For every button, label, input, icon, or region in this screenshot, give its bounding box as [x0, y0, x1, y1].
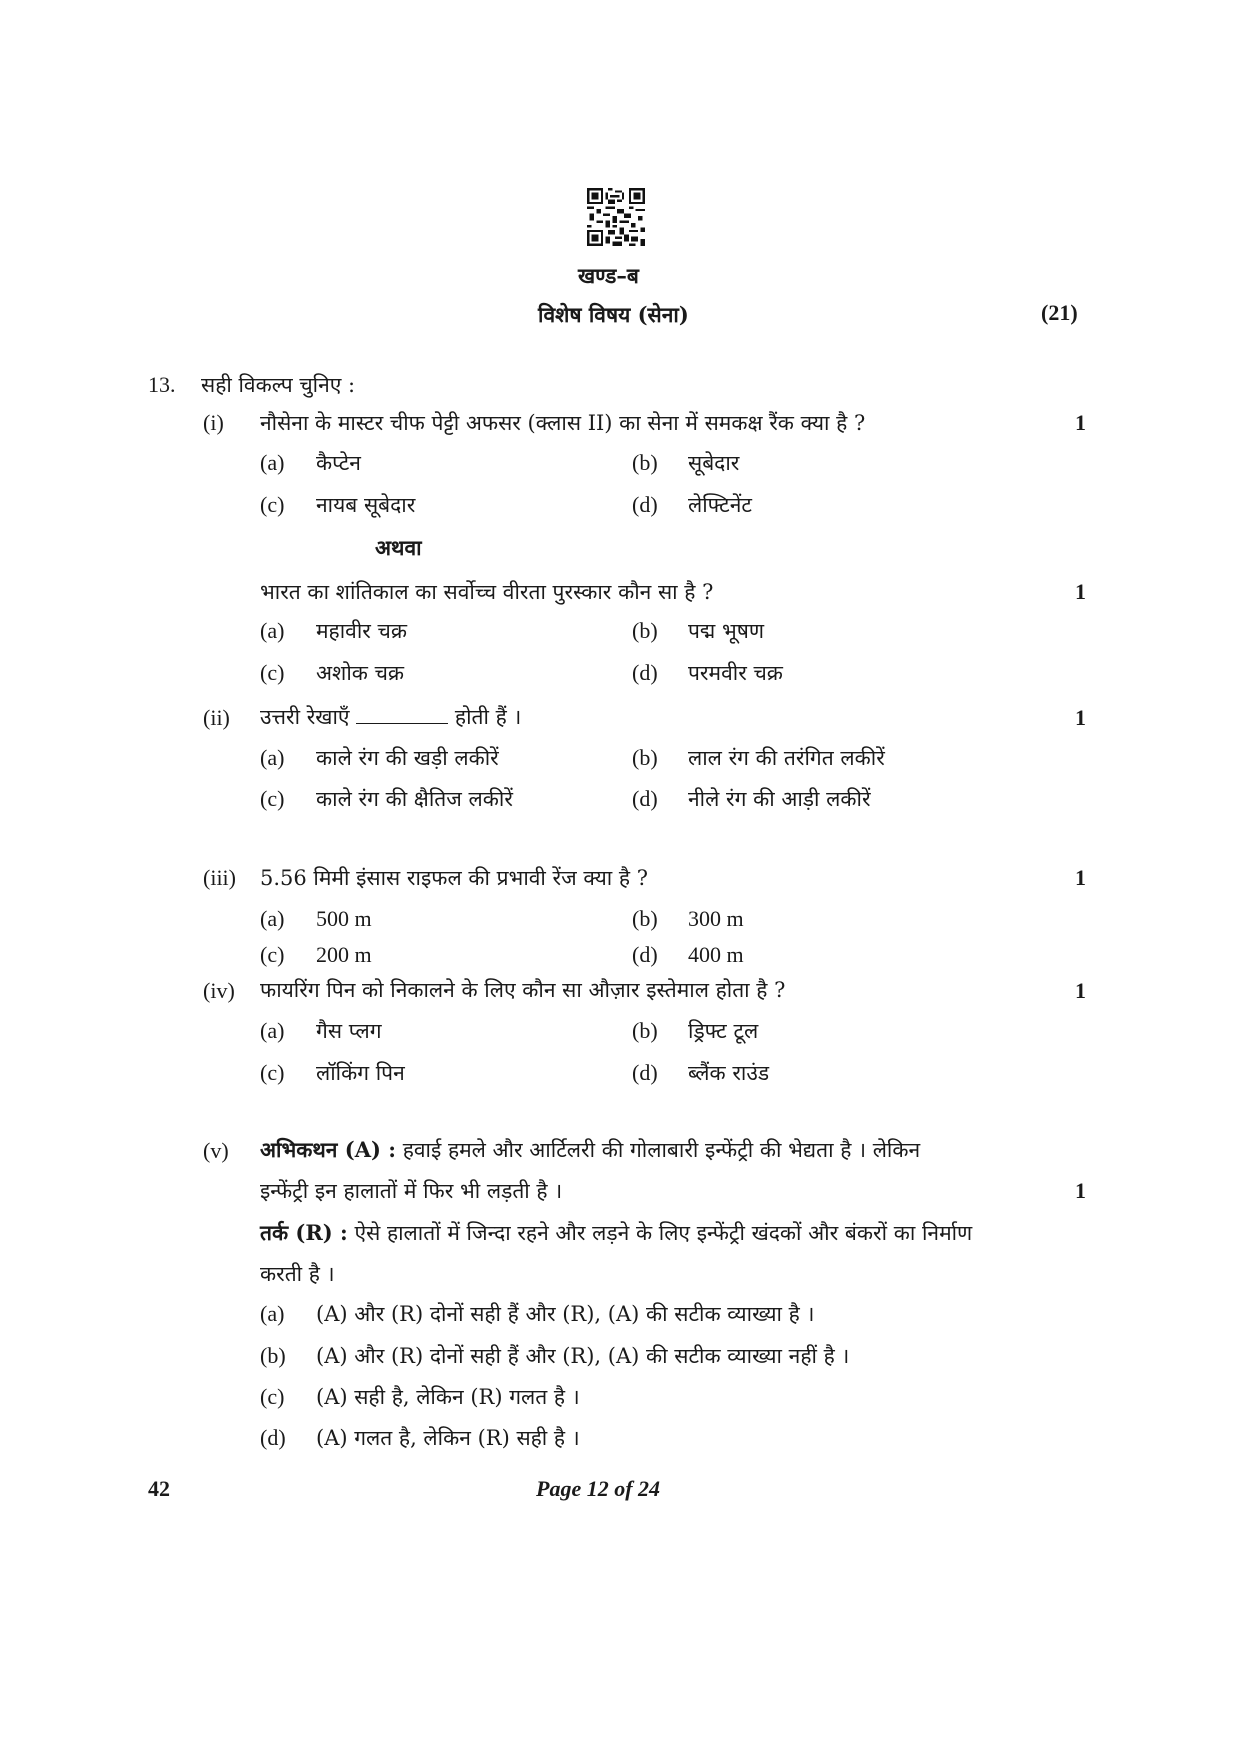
- reason-text: ऐसे हालातों में जिन्दा रहने और लड़ने के लिए इन्फेंट्री खंदकों और बंकरों का निर्माण: [354, 1221, 973, 1245]
- option-text: लाल रंग की तरंगित लकीरें: [688, 746, 885, 770]
- subq-label: (ii): [203, 705, 230, 730]
- option-key: (a): [260, 618, 285, 643]
- option-text: महावीर चक्र: [316, 619, 407, 643]
- option-key: (d): [632, 492, 658, 517]
- subject-title: विशेष विषय (सेना): [538, 302, 689, 327]
- option-text: गैस प्लग: [316, 1019, 382, 1043]
- subject-code: (21): [1041, 300, 1078, 325]
- option-text: पद्म भूषण: [688, 619, 765, 643]
- option-key: (b): [632, 745, 658, 770]
- page-number: Page 12 of 24: [536, 1476, 661, 1501]
- option-key: (b): [632, 906, 658, 931]
- option-key: (d): [632, 942, 658, 967]
- assertion-line: [260, 1136, 920, 1164]
- option-key: (c): [260, 1060, 285, 1085]
- option-text: ब्लैंक राउंड: [688, 1061, 770, 1085]
- question-instruction: सही विकल्प चुनिए :: [201, 373, 356, 397]
- marks: 1: [1075, 865, 1086, 890]
- subq-label: (v): [203, 1138, 229, 1163]
- option-text: 300 m: [688, 906, 744, 931]
- option-key: (d): [632, 1060, 658, 1085]
- marks: 1: [1075, 978, 1086, 1003]
- section-title: खण्ड–ब: [578, 263, 639, 288]
- reason-text-line2: करती है ।: [260, 1262, 335, 1286]
- option-key: (a): [260, 906, 285, 931]
- reason-line: [260, 1219, 972, 1247]
- option-key: (c): [260, 660, 285, 685]
- option-text: 200 m: [316, 942, 372, 967]
- option-text: काले रंग की क्षैतिज लकीरें: [316, 787, 513, 811]
- option-key: (b): [632, 618, 658, 643]
- option-key: (a): [260, 1018, 285, 1043]
- option-key: (a): [260, 745, 285, 770]
- option-text: (A) और (R) दोनों सही हैं और (R), (A) की सटीक व्याख्या नहीं है ।: [316, 1344, 850, 1368]
- subq-question: 5.56 मिमी इंसास राइफल की प्रभावी रेंज क्या है ?: [260, 866, 649, 890]
- subq-question: फायरिंग पिन को निकालने के लिए कौन सा औज़ार इस्तेमाल होता है ?: [260, 978, 786, 1002]
- question-text-before-blank: उत्तरी रेखाएँ: [260, 705, 350, 729]
- option-key: (b): [632, 450, 658, 475]
- option-text: परमवीर चक्र: [688, 661, 783, 685]
- marks: 1: [1075, 705, 1086, 730]
- subq-label: (iv): [203, 978, 235, 1003]
- option-key: (a): [260, 1301, 285, 1326]
- option-text: नीले रंग की आड़ी लकीरें: [688, 787, 871, 811]
- option-key: (a): [260, 450, 285, 475]
- option-key: (d): [632, 786, 658, 811]
- assertion-text: हवाई हमले और आर्टिलरी की गोलाबारी इन्फेंट्री की भेद्यता है । लेकिन: [402, 1138, 921, 1162]
- option-key: (b): [632, 1018, 658, 1043]
- subq-label: (i): [203, 410, 224, 435]
- option-text: लॉकिंग पिन: [316, 1061, 405, 1085]
- option-key: (c): [260, 942, 285, 967]
- option-text: कैप्टेन: [316, 451, 361, 475]
- qr-code: [587, 188, 645, 246]
- question-text-after-blank: होती हैं ।: [454, 705, 522, 729]
- fill-blank: [356, 705, 448, 724]
- option-text: (A) गलत है, लेकिन (R) सही है ।: [316, 1426, 580, 1450]
- option-text: (A) और (R) दोनों सही हैं और (R), (A) की सटीक व्याख्या है ।: [316, 1302, 815, 1326]
- subq-question: नौसेना के मास्टर चीफ पेट्टी अफसर (क्लास II) का सेना में समकक्ष रैंक क्या है ?: [260, 411, 866, 435]
- subq-label: (iii): [203, 865, 236, 890]
- or-label: अथवा: [375, 535, 422, 560]
- assertion-label: अभिकथन (A) :: [260, 1137, 396, 1162]
- marks: 1: [1075, 1178, 1086, 1203]
- alt-question: भारत का शांतिकाल का सर्वोच्च वीरता पुरस्कार कौन सा है ?: [260, 580, 714, 604]
- option-key: (b): [260, 1343, 286, 1368]
- option-text: अशोक चक्र: [316, 661, 405, 685]
- option-text: 400 m: [688, 942, 744, 967]
- option-key: (d): [260, 1425, 286, 1450]
- option-text: (A) सही है, लेकिन (R) गलत है ।: [316, 1385, 580, 1409]
- option-key: (d): [632, 660, 658, 685]
- option-text: काले रंग की खड़ी लकीरें: [316, 746, 499, 770]
- marks: 1: [1075, 579, 1086, 604]
- option-text: नायब सूबेदार: [316, 493, 416, 517]
- option-key: (c): [260, 786, 285, 811]
- option-text: 500 m: [316, 906, 372, 931]
- option-text: लेफ्टिनेंट: [688, 493, 753, 517]
- option-key: (c): [260, 1384, 285, 1409]
- option-text: ड्रिफ्ट टूल: [688, 1019, 759, 1043]
- option-key: (c): [260, 492, 285, 517]
- reason-label: तर्क (R) :: [260, 1220, 348, 1245]
- subq-question: [260, 703, 521, 731]
- assertion-text-line2: इन्फेंट्री इन हालातों में फिर भी लड़ती है ।: [260, 1179, 563, 1203]
- question-number: 13.: [148, 372, 176, 397]
- paper-code: 42: [148, 1476, 170, 1501]
- marks: 1: [1075, 410, 1086, 435]
- option-text: सूबेदार: [688, 451, 740, 475]
